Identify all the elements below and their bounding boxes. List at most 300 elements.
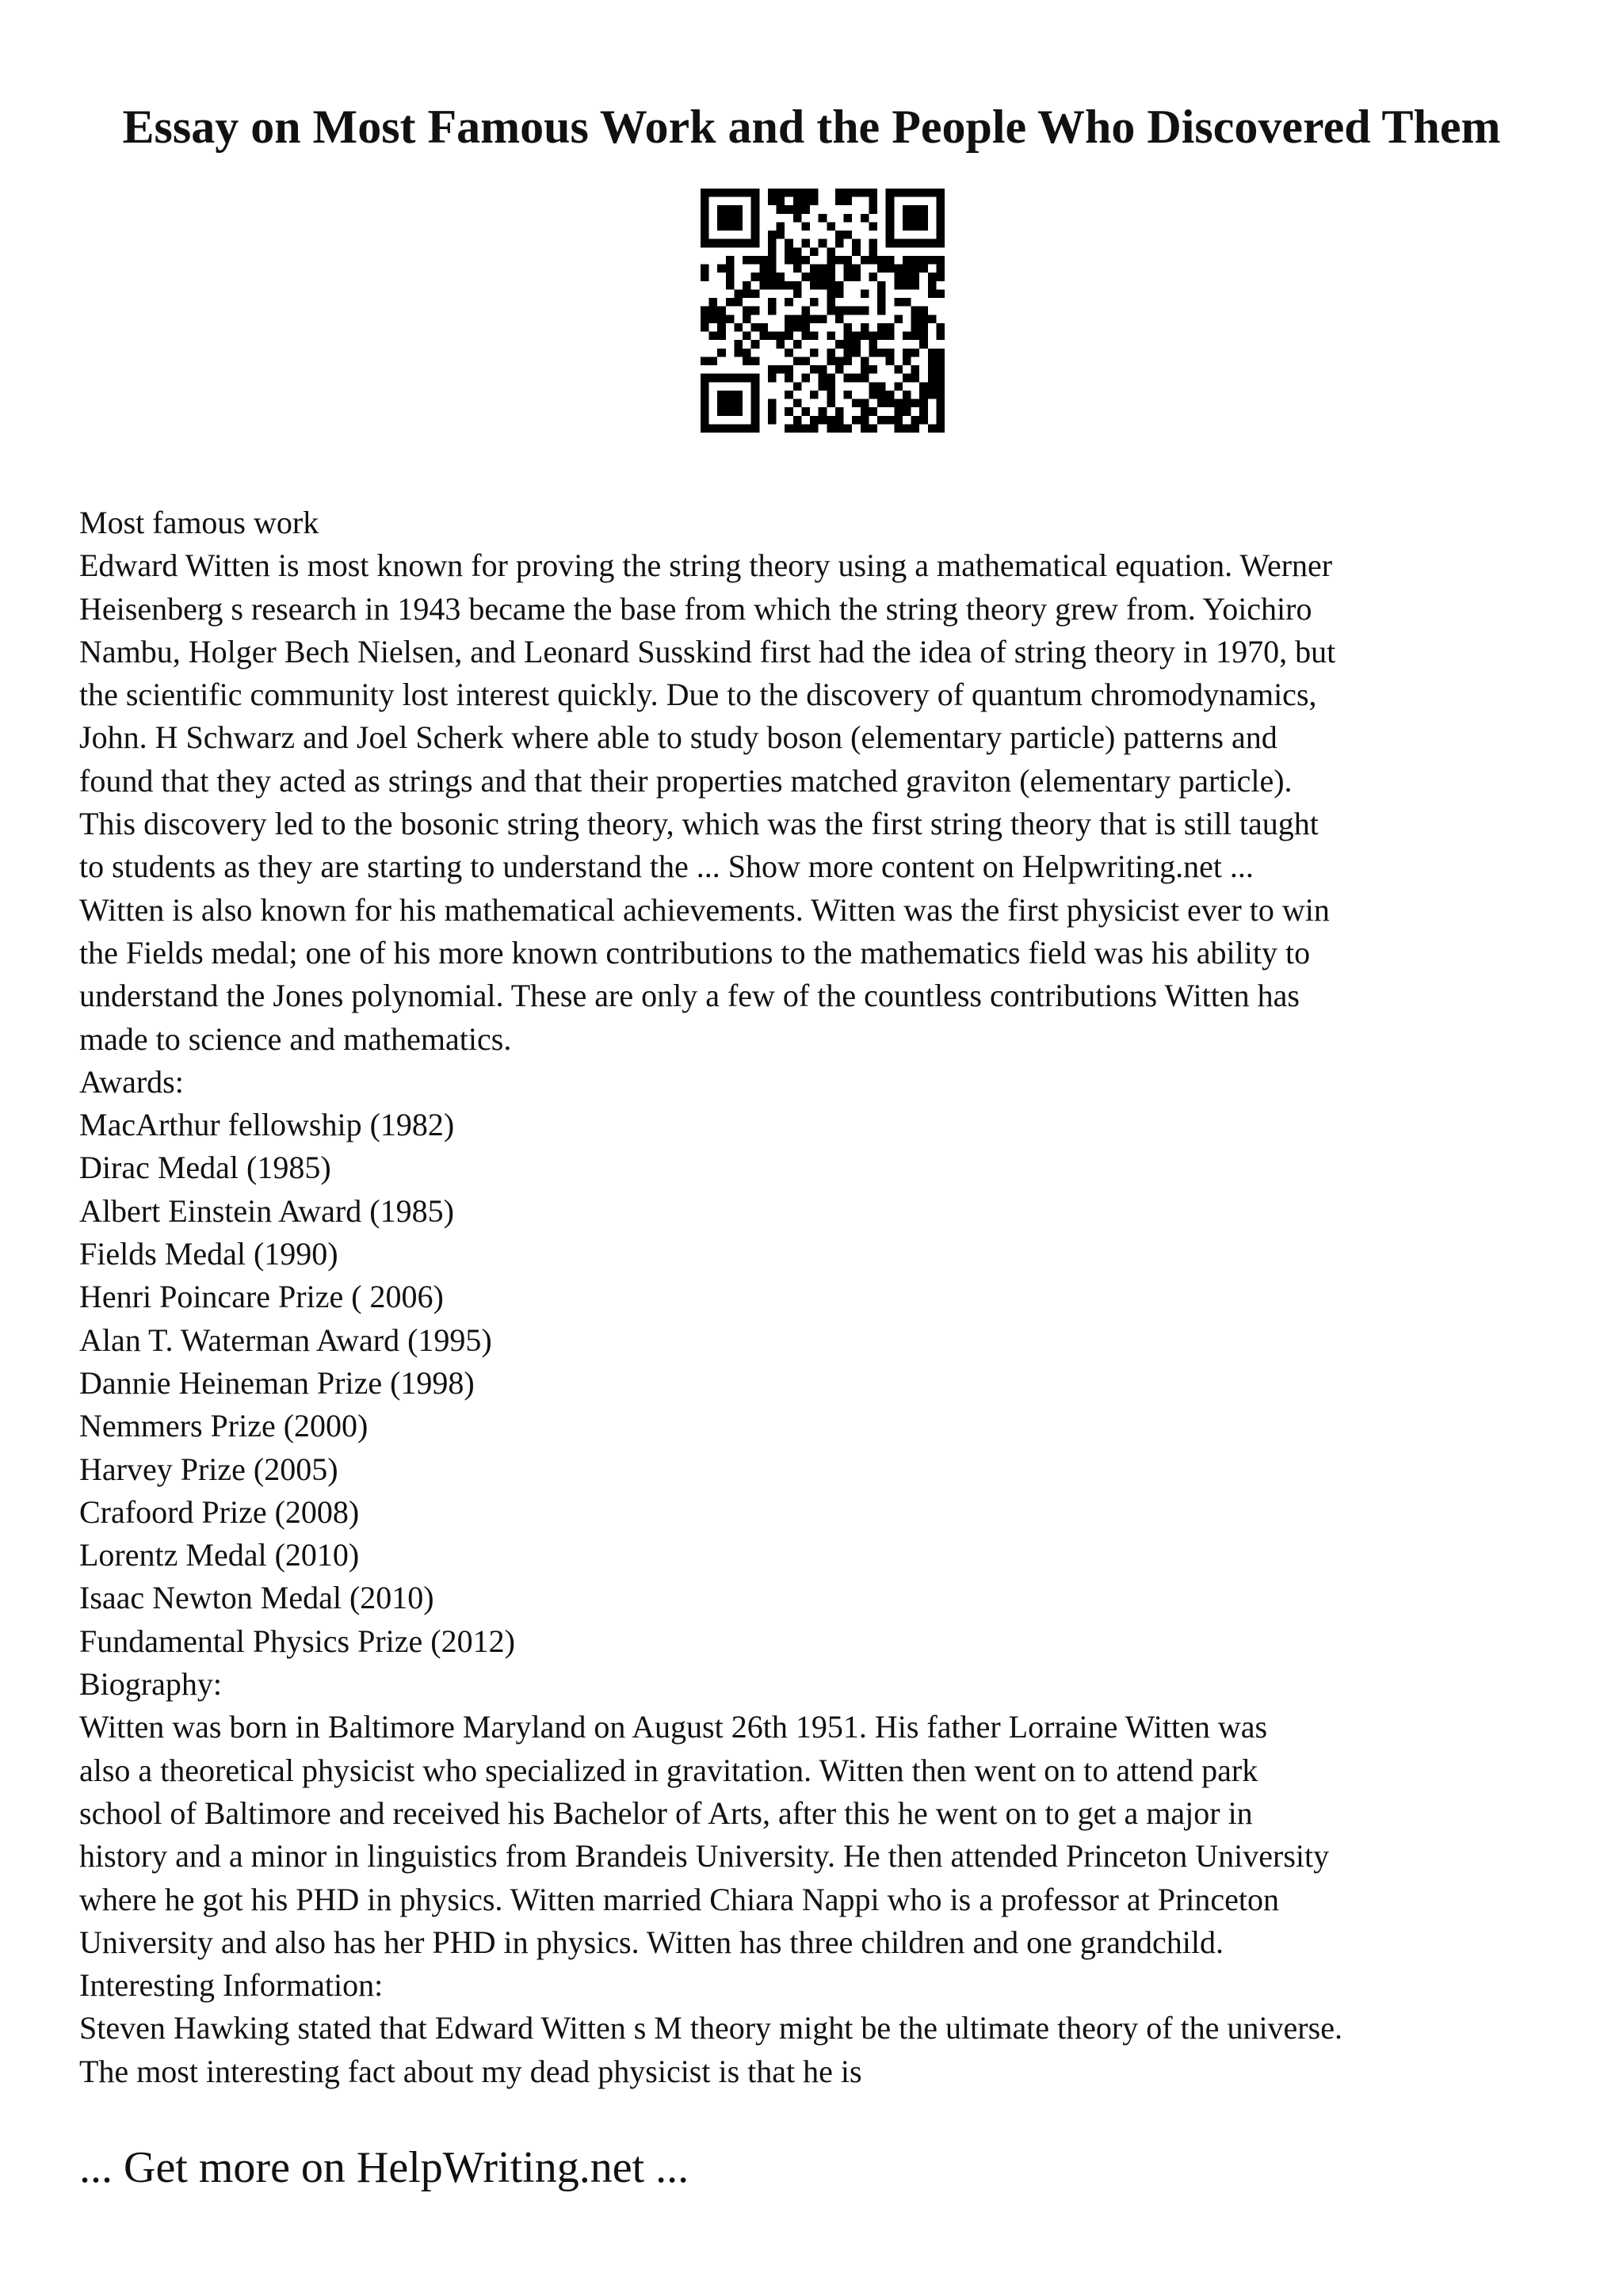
qr-module bbox=[819, 265, 827, 273]
qr-module bbox=[936, 222, 945, 231]
qr-module bbox=[785, 349, 793, 357]
qr-module bbox=[701, 424, 709, 433]
qr-module bbox=[852, 273, 861, 281]
section-heading-most-famous-work: Most famous work bbox=[79, 505, 319, 540]
qr-module bbox=[852, 374, 861, 383]
qr-module bbox=[928, 424, 937, 433]
qr-module bbox=[903, 189, 911, 197]
qr-module bbox=[903, 407, 911, 416]
qr-module bbox=[827, 416, 835, 425]
qr-module bbox=[801, 374, 810, 383]
body-line: Heisenberg s research in 1943 became the base from which the string theory grew from. Yoichiro bbox=[79, 590, 1312, 627]
body-line: Witten was born in Baltimore Maryland on August 26th 1951. His father Lorraine Witten was bbox=[79, 1709, 1268, 1745]
qr-module bbox=[785, 247, 793, 256]
qr-module bbox=[861, 214, 869, 223]
qr-module bbox=[734, 349, 743, 357]
qr-module bbox=[861, 323, 869, 332]
qr-module bbox=[768, 307, 777, 315]
qr-module bbox=[844, 391, 853, 399]
qr-module bbox=[844, 214, 853, 223]
qr-module bbox=[861, 357, 869, 365]
qr-module bbox=[759, 265, 768, 273]
qr-module bbox=[936, 365, 945, 374]
qr-module bbox=[894, 407, 903, 416]
qr-module bbox=[777, 365, 785, 374]
qr-module bbox=[801, 205, 810, 214]
body-line: school of Baltimore and received his Bachelor of Arts, after this he went on to get a major in bbox=[79, 1794, 1253, 1831]
qr-module bbox=[894, 424, 903, 433]
qr-module bbox=[734, 424, 743, 433]
body-line: the Fields medal; one of his more known contributions to the mathematics field was his ability to bbox=[79, 934, 1311, 971]
qr-module bbox=[801, 307, 810, 315]
qr-module bbox=[827, 256, 835, 265]
qr-module bbox=[827, 307, 835, 315]
qr-module bbox=[919, 399, 928, 408]
qr-module bbox=[768, 256, 777, 265]
qr-module bbox=[751, 391, 760, 399]
qr-module bbox=[835, 416, 844, 425]
qr-module bbox=[919, 256, 928, 265]
qr-module bbox=[810, 197, 819, 206]
qr-module bbox=[869, 205, 877, 214]
qr-module bbox=[911, 399, 920, 408]
qr-module bbox=[726, 214, 735, 223]
qr-module bbox=[701, 407, 709, 416]
qr-module bbox=[810, 424, 819, 433]
qr-module bbox=[717, 222, 726, 231]
qr-module bbox=[877, 256, 886, 265]
qr-module bbox=[726, 399, 735, 408]
qr-module bbox=[701, 265, 709, 273]
qr-module bbox=[717, 349, 726, 357]
qr-module bbox=[919, 332, 928, 341]
qr-module bbox=[793, 399, 802, 408]
qr-module bbox=[777, 340, 785, 349]
body-line: also a theoretical physicist who specialized in gravitation. Witten then went on to attend park bbox=[79, 1752, 1258, 1788]
qr-module bbox=[793, 205, 802, 214]
qr-module bbox=[861, 332, 869, 341]
qr-module bbox=[768, 265, 777, 273]
qr-module bbox=[911, 323, 920, 332]
qr-module bbox=[709, 307, 718, 315]
qr-module bbox=[819, 382, 827, 391]
qr-module bbox=[827, 289, 835, 298]
qr-module bbox=[877, 298, 886, 307]
qr-module bbox=[810, 416, 819, 425]
qr-module bbox=[785, 256, 793, 265]
qr-module bbox=[810, 315, 819, 323]
qr-module bbox=[793, 214, 802, 223]
qr-module bbox=[701, 197, 709, 206]
qr-module bbox=[877, 349, 886, 357]
qr-module bbox=[844, 273, 853, 281]
qr-module bbox=[751, 424, 760, 433]
qr-module bbox=[819, 407, 827, 416]
qr-module bbox=[835, 407, 844, 416]
qr-module bbox=[911, 273, 920, 281]
qr-module bbox=[726, 281, 735, 290]
qr-module bbox=[844, 424, 853, 433]
qr-module bbox=[869, 349, 877, 357]
qr-module bbox=[717, 374, 726, 383]
qr-module bbox=[751, 189, 760, 197]
qr-module bbox=[861, 374, 869, 383]
body-line: history and a minor in linguistics from Brandeis University. He then attended Princeton University bbox=[79, 1838, 1330, 1875]
qr-module bbox=[793, 281, 802, 290]
qr-module bbox=[835, 340, 844, 349]
qr-module bbox=[717, 265, 726, 273]
qr-module bbox=[785, 365, 793, 374]
qr-module bbox=[919, 222, 928, 231]
qr-module bbox=[793, 382, 802, 391]
qr-module bbox=[810, 349, 819, 357]
qr-module bbox=[936, 214, 945, 223]
qr-module bbox=[717, 391, 726, 399]
body-line: where he got his PHD in physics. Witten married Chiara Nappi who is a professor at Princeton bbox=[79, 1881, 1280, 1917]
qr-module bbox=[751, 273, 760, 281]
qr-module bbox=[827, 399, 835, 408]
qr-module bbox=[734, 289, 743, 298]
qr-module bbox=[886, 197, 895, 206]
qr-module bbox=[810, 332, 819, 341]
qr-module bbox=[886, 189, 895, 197]
get-more-link[interactable]: ... Get more on HelpWriting.net ... bbox=[79, 2143, 689, 2192]
qr-module bbox=[743, 374, 751, 383]
qr-module bbox=[919, 307, 928, 315]
qr-module bbox=[869, 424, 877, 433]
qr-module bbox=[869, 197, 877, 206]
qr-module bbox=[936, 205, 945, 214]
qr-module bbox=[936, 256, 945, 265]
qr-module bbox=[726, 256, 735, 265]
qr-module bbox=[844, 197, 853, 206]
qr-module bbox=[709, 315, 718, 323]
qr-module bbox=[903, 332, 911, 341]
qr-module bbox=[835, 231, 844, 239]
qr-module bbox=[743, 281, 751, 290]
qr-module bbox=[869, 382, 877, 391]
qr-module bbox=[801, 357, 810, 365]
qr-module bbox=[894, 416, 903, 425]
qr-module bbox=[903, 391, 911, 399]
qr-module bbox=[717, 205, 726, 214]
qr-module bbox=[903, 265, 911, 273]
qr-module bbox=[717, 189, 726, 197]
qr-module bbox=[911, 374, 920, 383]
qr-module bbox=[701, 399, 709, 408]
qr-module bbox=[886, 214, 895, 223]
qr-module bbox=[819, 416, 827, 425]
body-line: made to science and mathematics. bbox=[79, 1020, 512, 1057]
qr-module bbox=[759, 323, 768, 332]
body-line: to students as they are starting to understand the ... Show more content on Helpwriting.net ... bbox=[79, 849, 1254, 885]
qr-module bbox=[717, 307, 726, 315]
qr-module bbox=[827, 273, 835, 281]
qr-module bbox=[768, 332, 777, 341]
qr-module bbox=[801, 315, 810, 323]
qr-module bbox=[768, 247, 777, 256]
qr-module bbox=[869, 222, 877, 231]
body-line: the scientific community lost interest quickly. Due to the discovery of quantum chromodynamics, bbox=[79, 677, 1317, 713]
qr-module bbox=[835, 357, 844, 365]
qr-module bbox=[911, 424, 920, 433]
qr-module bbox=[801, 332, 810, 341]
qr-module bbox=[827, 222, 835, 231]
qr-module bbox=[701, 273, 709, 281]
qr-module bbox=[759, 332, 768, 341]
qr-module bbox=[785, 407, 793, 416]
qr-module bbox=[827, 332, 835, 341]
qr-module bbox=[701, 391, 709, 399]
qr-module bbox=[701, 382, 709, 391]
qr-module bbox=[877, 307, 886, 315]
qr-module bbox=[743, 239, 751, 248]
qr-module bbox=[919, 407, 928, 416]
qr-module bbox=[861, 407, 869, 416]
qr-module bbox=[801, 197, 810, 206]
qr-module bbox=[751, 407, 760, 416]
qr-module bbox=[877, 391, 886, 399]
qr-module bbox=[726, 407, 735, 416]
qr-module bbox=[903, 273, 911, 281]
qr-module bbox=[827, 424, 835, 433]
qr-code-graphic bbox=[701, 189, 945, 433]
qr-module bbox=[726, 374, 735, 383]
qr-module bbox=[852, 265, 861, 273]
qr-module bbox=[886, 323, 895, 332]
qr-module bbox=[777, 222, 785, 231]
qr-module bbox=[801, 323, 810, 332]
qr-module bbox=[717, 407, 726, 416]
qr-module bbox=[869, 273, 877, 281]
qr-module bbox=[911, 307, 920, 315]
qr-module bbox=[852, 416, 861, 425]
qr-module bbox=[726, 189, 735, 197]
qr-module bbox=[768, 416, 777, 425]
qr-module bbox=[810, 298, 819, 307]
qr-module bbox=[852, 399, 861, 408]
qr-module bbox=[911, 281, 920, 290]
qr-module bbox=[919, 214, 928, 223]
qr-module bbox=[793, 357, 802, 365]
qr-module bbox=[919, 382, 928, 391]
qr-module bbox=[869, 365, 877, 374]
qr-module bbox=[877, 281, 886, 290]
qr-module bbox=[869, 407, 877, 416]
qr-module bbox=[936, 416, 945, 425]
qr-module bbox=[936, 197, 945, 206]
qr-module bbox=[717, 323, 726, 332]
qr-module bbox=[894, 273, 903, 281]
body-line: Steven Hawking stated that Edward Witten s M theory might be the ultimate theory of the universe. bbox=[79, 2010, 1342, 2046]
qr-module bbox=[726, 315, 735, 323]
qr-module bbox=[717, 399, 726, 408]
qr-module bbox=[869, 332, 877, 341]
qr-module bbox=[726, 298, 735, 307]
qr-module bbox=[743, 424, 751, 433]
qr-module bbox=[743, 256, 751, 265]
qr-module bbox=[793, 247, 802, 256]
qr-module bbox=[936, 231, 945, 239]
qr-module bbox=[793, 265, 802, 273]
qr-module bbox=[777, 205, 785, 214]
qr-module bbox=[936, 399, 945, 408]
qr-module bbox=[903, 214, 911, 223]
qr-module bbox=[768, 189, 777, 197]
qr-module bbox=[835, 281, 844, 290]
qr-module bbox=[751, 205, 760, 214]
qr-module bbox=[751, 222, 760, 231]
qr-module bbox=[734, 205, 743, 214]
qr-module bbox=[886, 399, 895, 408]
qr-module bbox=[894, 239, 903, 248]
qr-module bbox=[810, 365, 819, 374]
qr-module bbox=[852, 332, 861, 341]
qr-module bbox=[911, 416, 920, 425]
qr-module bbox=[751, 340, 760, 349]
qr-module bbox=[903, 222, 911, 231]
qr-module bbox=[701, 222, 709, 231]
qr-module bbox=[936, 289, 945, 298]
qr-module bbox=[861, 256, 869, 265]
document-body bbox=[79, 502, 1569, 2093]
qr-module bbox=[726, 222, 735, 231]
qr-module bbox=[844, 374, 853, 383]
award-item: Albert Einstein Award (1985) bbox=[79, 1192, 454, 1229]
qr-module bbox=[886, 222, 895, 231]
qr-module bbox=[701, 357, 709, 365]
qr-module bbox=[819, 365, 827, 374]
qr-module bbox=[911, 315, 920, 323]
qr-module bbox=[810, 391, 819, 399]
qr-module bbox=[911, 222, 920, 231]
qr-module bbox=[844, 256, 853, 265]
qr-module bbox=[793, 323, 802, 332]
qr-module bbox=[785, 424, 793, 433]
qr-module bbox=[827, 247, 835, 256]
qr-module bbox=[726, 391, 735, 399]
qr-module bbox=[852, 239, 861, 248]
qr-module bbox=[894, 298, 903, 307]
qr-module bbox=[869, 189, 877, 197]
qr-module bbox=[903, 374, 911, 383]
qr-module bbox=[844, 357, 853, 365]
qr-module bbox=[777, 332, 785, 341]
qr-module bbox=[785, 391, 793, 399]
qr-module bbox=[810, 265, 819, 273]
qr-module bbox=[751, 357, 760, 365]
qr-module bbox=[835, 315, 844, 323]
qr-module bbox=[717, 239, 726, 248]
qr-module bbox=[785, 323, 793, 332]
qr-module bbox=[911, 239, 920, 248]
qr-module bbox=[777, 231, 785, 239]
award-item: Henri Poincare Prize ( 2006) bbox=[79, 1279, 444, 1315]
award-item: Fundamental Physics Prize (2012) bbox=[79, 1623, 515, 1659]
qr-module bbox=[869, 239, 877, 248]
qr-module bbox=[919, 416, 928, 425]
qr-module bbox=[936, 374, 945, 383]
qr-module bbox=[903, 281, 911, 290]
qr-module bbox=[793, 315, 802, 323]
qr-module bbox=[928, 239, 937, 248]
qr-module bbox=[835, 256, 844, 265]
qr-module bbox=[701, 323, 709, 332]
award-item: Isaac Newton Medal (2010) bbox=[79, 1580, 434, 1616]
qr-module bbox=[861, 424, 869, 433]
qr-module bbox=[919, 315, 928, 323]
qr-module bbox=[844, 231, 853, 239]
qr-module bbox=[785, 315, 793, 323]
qr-module bbox=[894, 189, 903, 197]
qr-module bbox=[894, 315, 903, 323]
qr-module bbox=[827, 357, 835, 365]
qr-module bbox=[877, 289, 886, 298]
qr-module bbox=[903, 256, 911, 265]
qr-module bbox=[894, 265, 903, 273]
qr-module bbox=[919, 391, 928, 399]
award-item: Dirac Medal (1985) bbox=[79, 1150, 331, 1186]
qr-module bbox=[928, 289, 937, 298]
qr-module bbox=[785, 189, 793, 197]
qr-module bbox=[701, 214, 709, 223]
qr-module bbox=[852, 189, 861, 197]
qr-module bbox=[886, 349, 895, 357]
qr-module bbox=[801, 407, 810, 416]
qr-module bbox=[793, 289, 802, 298]
qr-module bbox=[852, 247, 861, 256]
qr-module bbox=[869, 340, 877, 349]
body-line: Edward Witten is most known for proving the string theory using a mathematical equation. Werner bbox=[79, 547, 1333, 584]
qr-module bbox=[936, 382, 945, 391]
qr-module bbox=[852, 349, 861, 357]
qr-module bbox=[751, 231, 760, 239]
qr-module bbox=[743, 349, 751, 357]
qr-module bbox=[827, 265, 835, 273]
qr-module bbox=[819, 214, 827, 223]
qr-module bbox=[734, 407, 743, 416]
qr-module bbox=[777, 189, 785, 197]
qr-module bbox=[886, 205, 895, 214]
qr-module bbox=[768, 281, 777, 290]
qr-module bbox=[894, 365, 903, 374]
qr-module bbox=[768, 239, 777, 248]
qr-module bbox=[726, 205, 735, 214]
qr-module bbox=[861, 399, 869, 408]
qr-module bbox=[886, 256, 895, 265]
qr-module bbox=[810, 273, 819, 281]
qr-module bbox=[751, 214, 760, 223]
award-item: Harvey Prize (2005) bbox=[79, 1451, 338, 1487]
qr-module bbox=[777, 273, 785, 281]
qr-module bbox=[734, 399, 743, 408]
qr-module bbox=[743, 289, 751, 298]
qr-module bbox=[911, 332, 920, 341]
qr-module bbox=[801, 424, 810, 433]
qr-module bbox=[928, 349, 937, 357]
qr-module bbox=[751, 399, 760, 408]
qr-module bbox=[903, 424, 911, 433]
qr-module bbox=[819, 315, 827, 323]
qr-module bbox=[936, 407, 945, 416]
qr-module bbox=[768, 374, 777, 383]
qr-module bbox=[751, 307, 760, 315]
qr-module bbox=[835, 424, 844, 433]
qr-module bbox=[709, 357, 718, 365]
qr-module bbox=[936, 349, 945, 357]
qr-module bbox=[701, 205, 709, 214]
qr-module bbox=[701, 239, 709, 248]
